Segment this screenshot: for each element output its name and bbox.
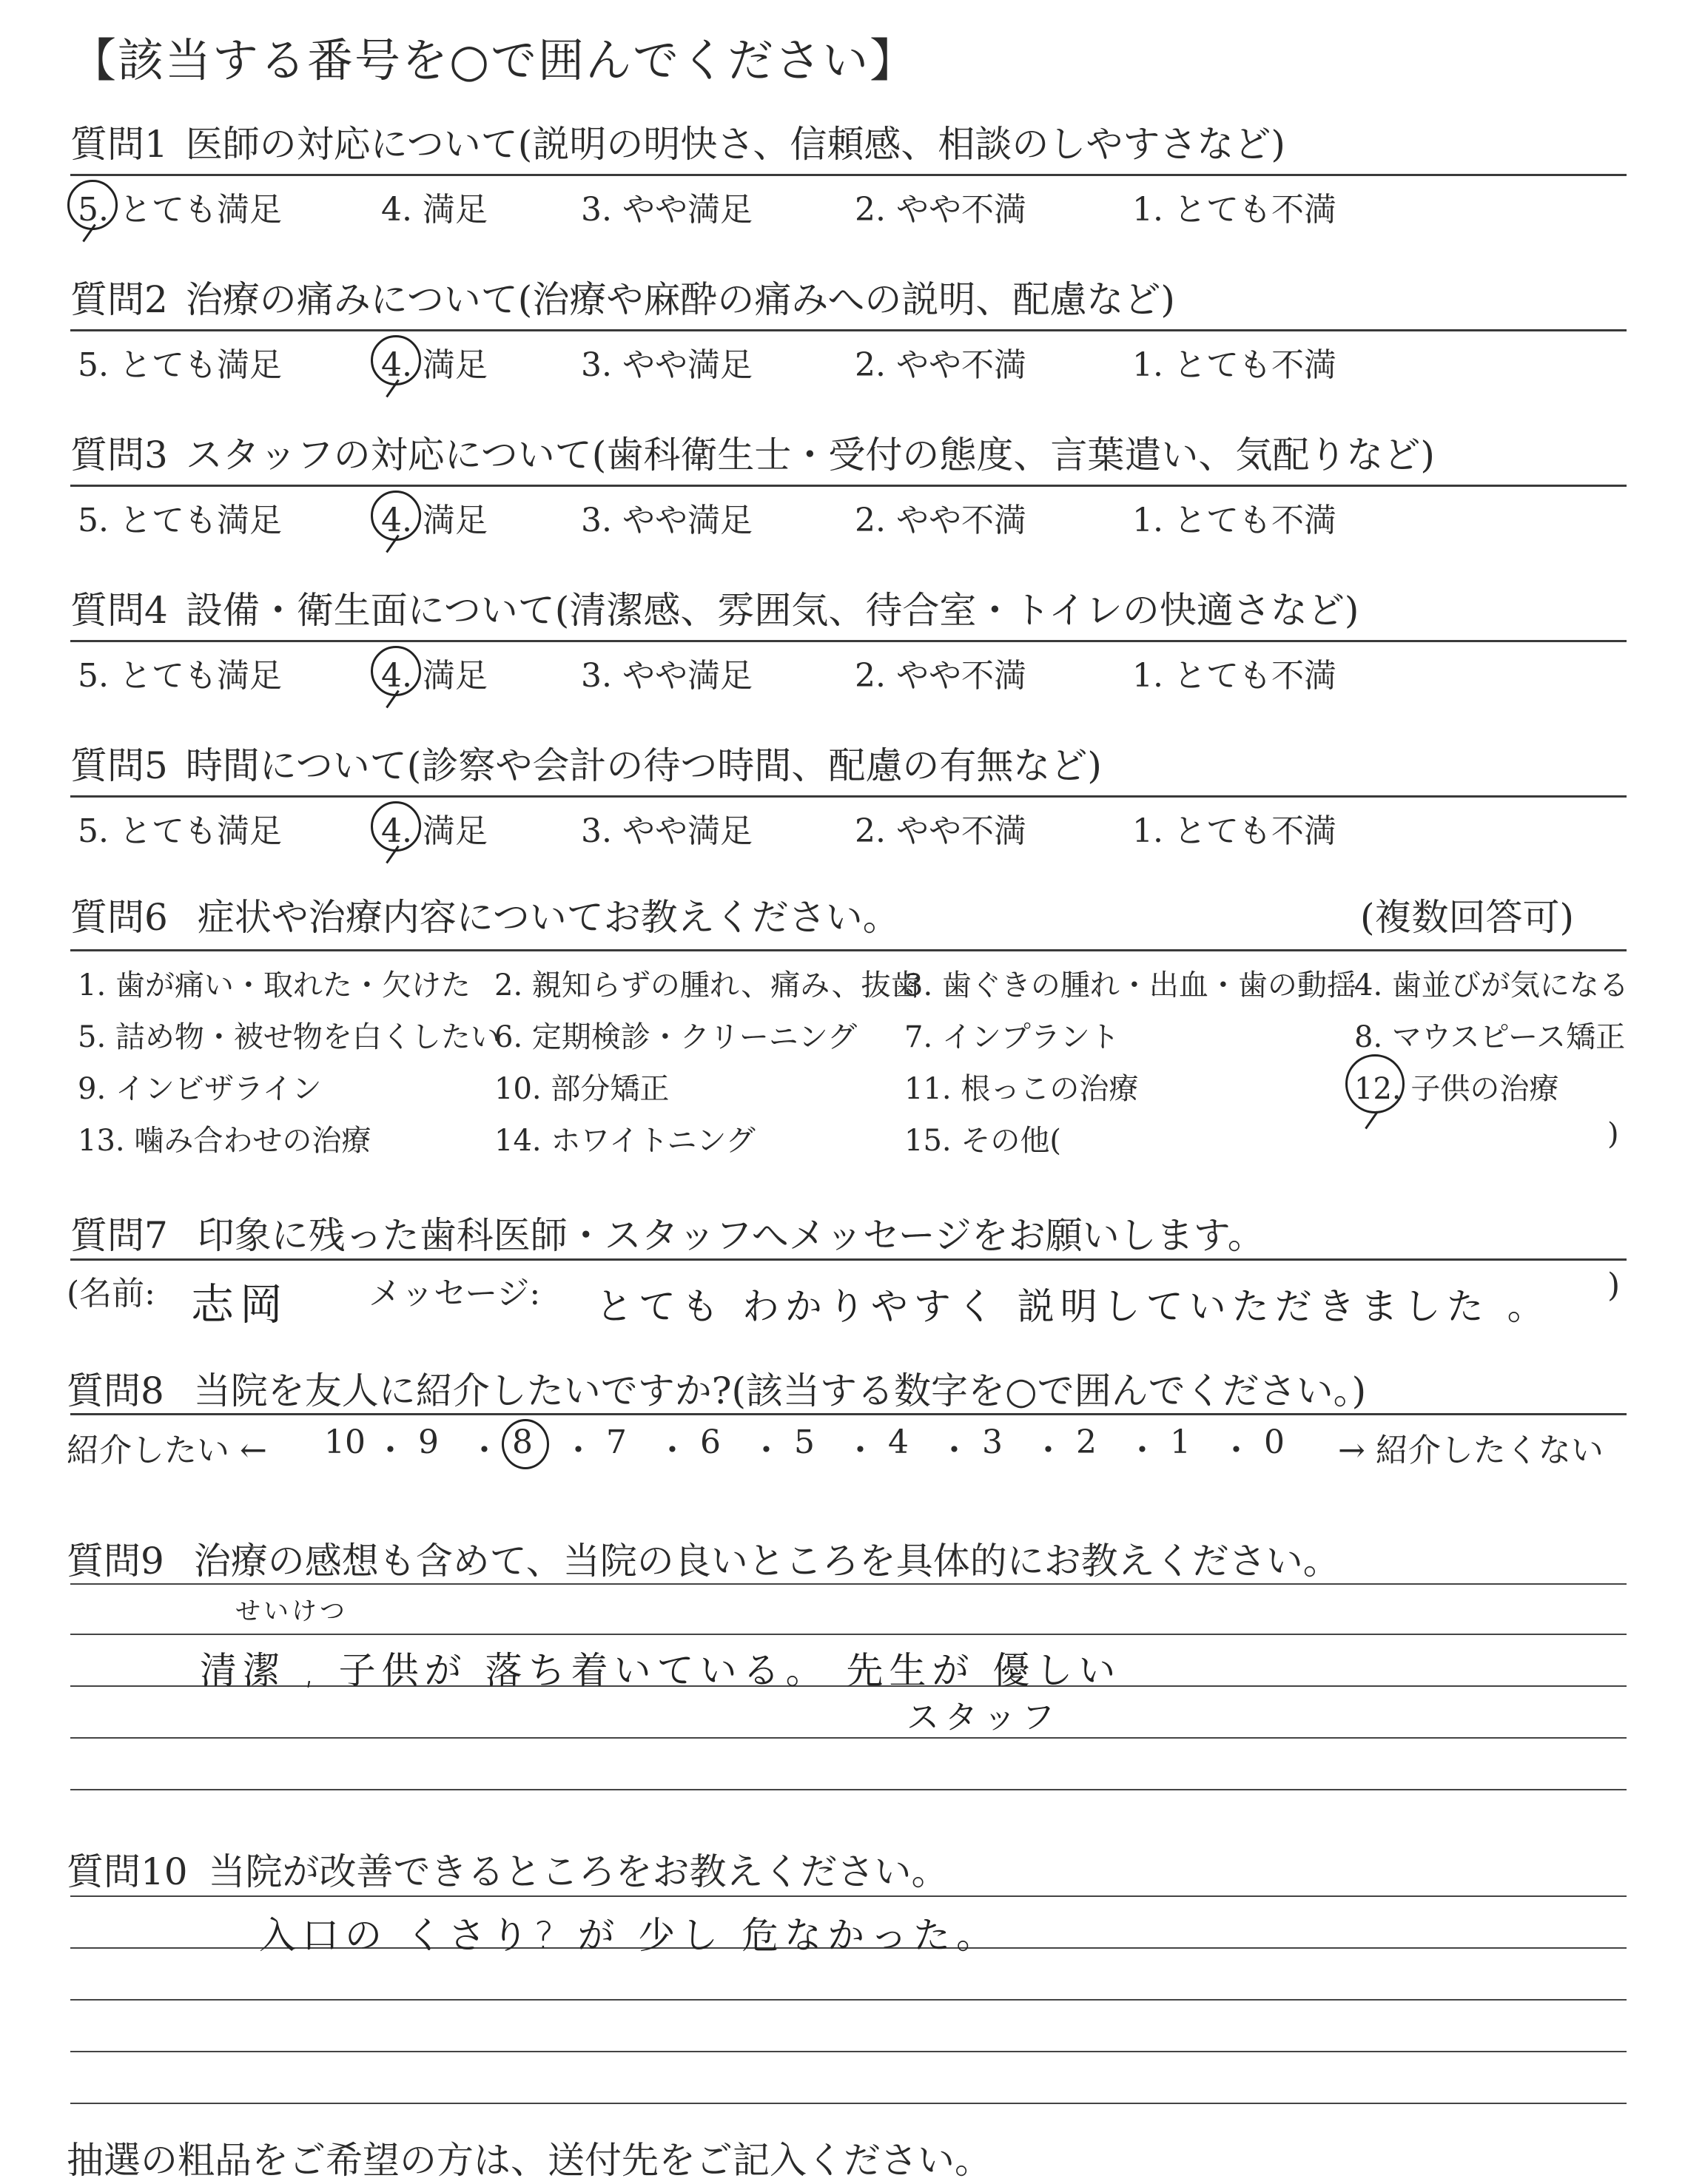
q6-selection-circle (1345, 1054, 1405, 1113)
q4-label: 質問4 (70, 589, 168, 632)
q1-text: 医師の対応について(説明の明快さ、信頼感、相談のしやすさなど) (185, 123, 1285, 166)
q9-answer-line1[interactable]: 清潔 , 子供が 落ち着いている。 先生が 優しい (200, 1649, 1122, 1692)
q3-label: 質問3 (70, 434, 168, 476)
q5-option-3[interactable]: 3. やや満足 (581, 812, 753, 850)
q8-scale-3[interactable]: 3 (982, 1423, 1003, 1461)
q1-option-2[interactable]: 2. やや不満 (855, 191, 1026, 229)
q10-heading (67, 1842, 949, 1895)
q3-option-5[interactable]: 5. とても満足 (78, 502, 282, 539)
q2-text: 治療の痛みについて(治療や麻酔の痛みへの説明、配慮など) (185, 278, 1175, 321)
q5-text: 時間について(診察や会計の待つ時間、配慮の有無など) (185, 744, 1102, 787)
q9-furigana: せいけつ (235, 1597, 348, 1626)
footer-note: 抽選の粗品をご希望の方は、送付先をご記入ください。 (67, 2139, 992, 2182)
q4-option-3[interactable]: 3. やや満足 (581, 657, 753, 695)
q6-choice-2[interactable]: 2. 親知らずの腫れ、痛み、抜歯 (494, 968, 921, 1002)
q2-option-2[interactable]: 2. やや不満 (855, 346, 1026, 384)
q6-heading (70, 888, 900, 941)
q6-rule (70, 949, 1627, 951)
q10-line-3 (70, 1999, 1627, 2001)
q8-scale-8[interactable]: 8 (512, 1423, 533, 1461)
q7-heading (70, 1206, 1265, 1259)
q8-scale-7[interactable]: 7 (606, 1423, 627, 1461)
q8-scale-separator: ・ (562, 1432, 595, 1469)
q2-selection-circle (371, 335, 421, 385)
q7-text: 印象に残った歯科医師・スタッフへメッセージをお願いします。 (197, 1214, 1265, 1257)
q6-choice-9[interactable]: 9. インビザライン (78, 1072, 322, 1106)
q1-heading (70, 115, 1285, 168)
q8-right-label: → 紹介したくない (1338, 1432, 1604, 1469)
q5-option-1[interactable]: 1. とても不満 (1132, 812, 1336, 850)
q6-choice-14[interactable]: 14. ホワイトニング (494, 1124, 756, 1158)
q1-label: 質問1 (70, 123, 168, 166)
q6-choice-15[interactable]: 15. その他( (904, 1124, 1061, 1158)
q4-heading (70, 581, 1359, 634)
q1-rule (70, 174, 1627, 176)
q10-line-5 (70, 2103, 1627, 2104)
q10-line-1 (70, 1895, 1627, 1897)
q7-name-value[interactable]: 志岡 (191, 1279, 289, 1329)
q8-scale-separator: ・ (374, 1432, 407, 1469)
q6-circle-tail (1365, 1111, 1379, 1130)
q6-choice-8[interactable]: 8. マウスピース矯正 (1354, 1020, 1626, 1054)
q9-text: 治療の感想も含めて、当院の良いところを具体的にお教えください。 (193, 1540, 1340, 1583)
q8-scale-separator: ・ (844, 1432, 877, 1469)
q8-left-label: 紹介したい ← (67, 1432, 267, 1469)
q7-message-value[interactable]: とても わかりやすく 説明していただきました 。 (596, 1285, 1550, 1328)
q9-label: 質問9 (67, 1540, 164, 1583)
q5-rule (70, 795, 1627, 798)
q5-label: 質問5 (70, 744, 168, 787)
q4-selection-circle (371, 646, 421, 696)
q6-label: 質問6 (70, 896, 168, 939)
q1-option-5[interactable]: 5. とても満足 (78, 191, 282, 229)
q2-option-3[interactable]: 3. やや満足 (581, 346, 753, 384)
q3-option-2[interactable]: 2. やや不満 (855, 502, 1026, 539)
q2-option-4[interactable]: 4. 満足 (381, 346, 488, 384)
q9-line-2 (70, 1634, 1627, 1635)
q2-heading (70, 270, 1175, 323)
q7-message-label: メッセージ: (369, 1275, 541, 1312)
q2-option-1[interactable]: 1. とても不満 (1132, 346, 1336, 384)
q1-selection-circle (67, 180, 118, 230)
q8-scale-separator: ・ (468, 1432, 501, 1469)
q6-choice-6[interactable]: 6. 定期検診・クリーニング (494, 1020, 858, 1054)
q3-option-1[interactable]: 1. とても不満 (1132, 502, 1336, 539)
q10-line-4 (70, 2051, 1627, 2052)
q8-scale-separator: ・ (938, 1432, 971, 1469)
q5-option-5[interactable]: 5. とても満足 (78, 812, 282, 850)
q1-option-3[interactable]: 3. やや満足 (581, 191, 753, 229)
q2-label: 質問2 (70, 278, 168, 321)
q8-scale-2[interactable]: 2 (1076, 1423, 1097, 1461)
q5-option-4[interactable]: 4. 満足 (381, 812, 488, 850)
q6-choice-7[interactable]: 7. インプラント (904, 1020, 1120, 1054)
q9-line-4 (70, 1737, 1627, 1739)
q6-note: (複数回答可) (1360, 896, 1575, 939)
q9-answer-line2[interactable]: スタッフ (907, 1699, 1060, 1736)
q8-scale-5[interactable]: 5 (794, 1423, 815, 1461)
q8-heading (67, 1361, 1366, 1415)
q3-selection-circle (371, 491, 421, 541)
q7-name-label: (名前: (67, 1275, 155, 1312)
q8-scale-separator: ・ (656, 1432, 689, 1469)
q3-rule (70, 485, 1627, 487)
q4-rule (70, 640, 1627, 642)
q4-option-1[interactable]: 1. とても不満 (1132, 657, 1336, 695)
page-title: 【該当する番号を○で囲んでください】 (70, 33, 918, 87)
q6-choice-13[interactable]: 13. 噛み合わせの治療 (78, 1124, 371, 1158)
q8-scale-separator: ・ (1032, 1432, 1065, 1469)
q8-scale-separator: ・ (750, 1432, 783, 1469)
q5-option-2[interactable]: 2. やや不満 (855, 812, 1026, 850)
q9-line-1 (70, 1583, 1627, 1585)
q2-rule (70, 329, 1627, 331)
q6-choice-11[interactable]: 11. 根っこの治療 (904, 1072, 1139, 1106)
q3-option-4[interactable]: 4. 満足 (381, 502, 488, 539)
q6-choice-10[interactable]: 10. 部分矯正 (494, 1072, 670, 1106)
q5-selection-circle (371, 801, 421, 852)
q8-label: 質問8 (67, 1369, 164, 1412)
q10-label: 質問10 (67, 1850, 188, 1893)
q8-text: 当院を友人に紹介したいですか?(該当する数字を○で囲んでください。) (193, 1369, 1367, 1412)
q10-text: 当院が改善できるところをお教えください。 (208, 1850, 949, 1893)
q1-option-1[interactable]: 1. とても不満 (1132, 191, 1336, 229)
q3-option-3[interactable]: 3. やや満足 (581, 502, 753, 539)
q8-scale-separator: ・ (1220, 1432, 1253, 1469)
q9-heading (67, 1531, 1340, 1585)
q6-choice-12[interactable]: 12. 子供の治療 (1354, 1072, 1559, 1106)
q7-close-paren: ) (1607, 1267, 1621, 1304)
q7-rule (70, 1258, 1627, 1261)
q4-text: 設備・衛生面について(清潔感、雰囲気、待合室・トイレの快適さなど) (185, 589, 1359, 632)
q10-answer[interactable]: 入口の くさり? が 少し 危なかった。 (259, 1914, 1000, 1957)
q8-selection-circle (502, 1419, 549, 1469)
q6-close-paren: ) (1607, 1117, 1619, 1151)
q9-line-5 (70, 1789, 1627, 1790)
q4-option-5[interactable]: 5. とても満足 (78, 657, 282, 695)
q4-option-2[interactable]: 2. やや不満 (855, 657, 1026, 695)
q3-text: スタッフの対応について(歯科衛生士・受付の態度、言葉遣い、気配りなど) (185, 434, 1435, 476)
q6-choice-3[interactable]: 3. 歯ぐきの腫れ・出血・歯の動揺 (904, 968, 1356, 1002)
q1-option-4[interactable]: 4. 満足 (381, 191, 488, 229)
q6-choice-1[interactable]: 1. 歯が痛い・取れた・欠けた (78, 968, 471, 1002)
q8-scale-0[interactable]: 0 (1264, 1423, 1285, 1461)
q2-option-5[interactable]: 5. とても満足 (78, 346, 282, 384)
q3-heading (70, 425, 1435, 479)
q8-scale-4[interactable]: 4 (888, 1423, 909, 1461)
q4-option-4[interactable]: 4. 満足 (381, 657, 488, 695)
q6-choice-5[interactable]: 5. 詰め物・被せ物を白くしたい (78, 1020, 500, 1054)
q8-scale-separator: ・ (1126, 1432, 1159, 1469)
q8-scale-1[interactable]: 1 (1170, 1423, 1191, 1461)
q5-heading (70, 736, 1102, 789)
q8-scale-6[interactable]: 6 (700, 1423, 721, 1461)
q6-choice-4[interactable]: 4. 歯並びが気になる (1354, 968, 1629, 1002)
q8-scale-10[interactable]: 10 (324, 1423, 366, 1461)
q7-label: 質問7 (70, 1214, 168, 1257)
q8-scale-9[interactable]: 9 (418, 1423, 439, 1461)
q8-rule (70, 1413, 1627, 1415)
q6-text: 症状や治療内容についてお教えください。 (197, 896, 900, 939)
